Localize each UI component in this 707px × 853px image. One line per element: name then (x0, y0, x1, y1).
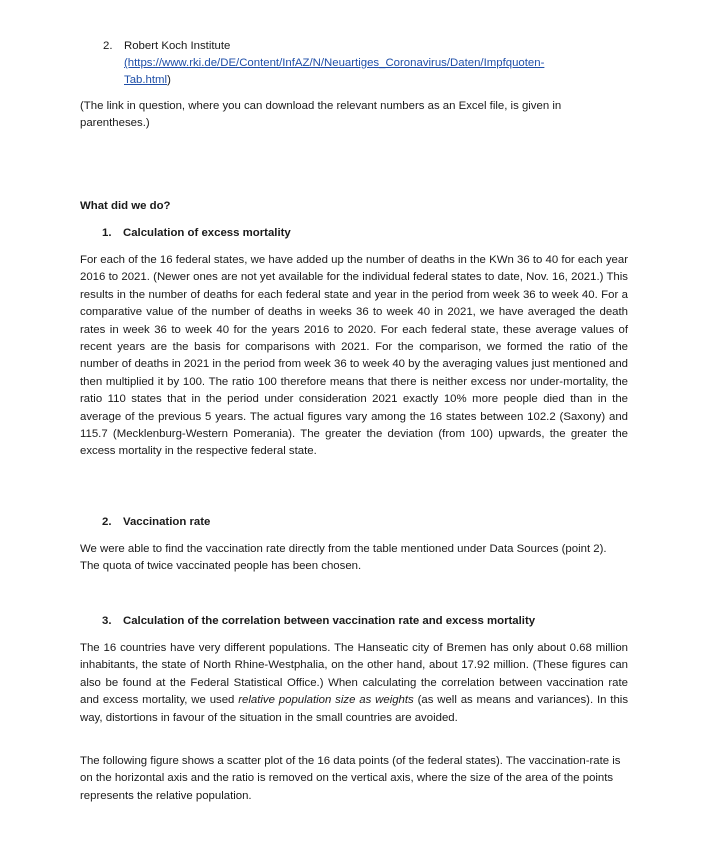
section-3-body (80, 640, 628, 727)
source-link-close: ) (167, 74, 171, 86)
section-1-title: Calculation of excess mortality (123, 227, 291, 239)
source-link-line (124, 55, 604, 72)
source-item-title: Robert Koch Institute (124, 40, 231, 52)
section-3-number: 3. (102, 615, 112, 627)
section-heading: What did we do? (80, 200, 171, 212)
source-link[interactable]: (https://www.rki.de/DE/Content/InfAZ/N/Neuartiges_Coronavirus/Daten/Impfquoten- (124, 57, 545, 69)
section-3-title: Calculation of the correlation between vaccination rate and excess mortality (123, 615, 536, 627)
link-note: (The link in question, where you can download the relevant numbers as an Excel file, is given in parentheses.) (80, 100, 562, 130)
source-item (124, 38, 604, 89)
section-1-body: For each of the 16 federal states, we have added up the number of deaths in the KWn 36 to 40 for each year 2016 to 2021. (Newer ones are not yet available for the individual federal states to date, Nov. 16, 2021.) This results in the number of deaths for each federal state and year in the period from week 36 to week 40. For a comparative value of the number of deaths in weeks 36 to week 40 in 2021, we have averaged the death rates in week 36 to week 40 for the years 2016 to 2020. For each federal state, these average values of recent years are the basis for comparisons with 2021. For the comparison, we formed the ratio of the number of deaths in 2021 in the period from week 36 to week 40 by the averaging values just mentioned and then multiplied it by 100. The ratio 100 therefore means that there is neither excess nor under-mortality, the ratio 110 states that in the period under consideration 2021 exactly 10% more people died than in the average of the previous 5 years. The actual figures vary among the 16 states between 102.2 (Saxony) and 115.7 (Mecklenburg-Western Pomerania). The greater the deviation (from 100) upwards, the greater the excess mortality in the respective federal state. (80, 254, 628, 458)
section-2-body: We were able to find the vaccination rate directly from the table mentioned under Data Sources (point 2). The quota of twice vaccinated people has been chosen. (80, 543, 607, 573)
source-item-number: 2. (103, 40, 113, 52)
section-3-emphasis: relative population size as weights (238, 694, 414, 707)
section-1-number: 1. (102, 227, 112, 239)
source-link-line-2 (124, 72, 604, 89)
section-3-body-text: The 16 countries have very different populations. The Hanseatic city of Bremen has only about 0.68 million inhabitants, the state of North Rhine-Westphalia, on the other hand, about 17.92 million. (These figures can also be found at the Federal Statistical Office.) When calculating the correlation between vaccination rate and excess mortality, we used (80, 642, 628, 707)
section-2-number: 2. (102, 516, 112, 528)
section-2-title: Vaccination rate (123, 516, 211, 528)
section-3-paragraph-2: The following figure shows a scatter plot of the 16 data points (of the federal states). The vaccination-rate is on the horizontal axis and the ratio is removed on the vertical axis, where the size of the area of the points represents the relative population. (80, 755, 621, 802)
section-3-body-text-end: (as well as means and variances). In this way, distortions in favour of the situation in the small countries are avoided. (80, 694, 629, 724)
source-link-continued[interactable]: Tab.html (124, 74, 168, 86)
